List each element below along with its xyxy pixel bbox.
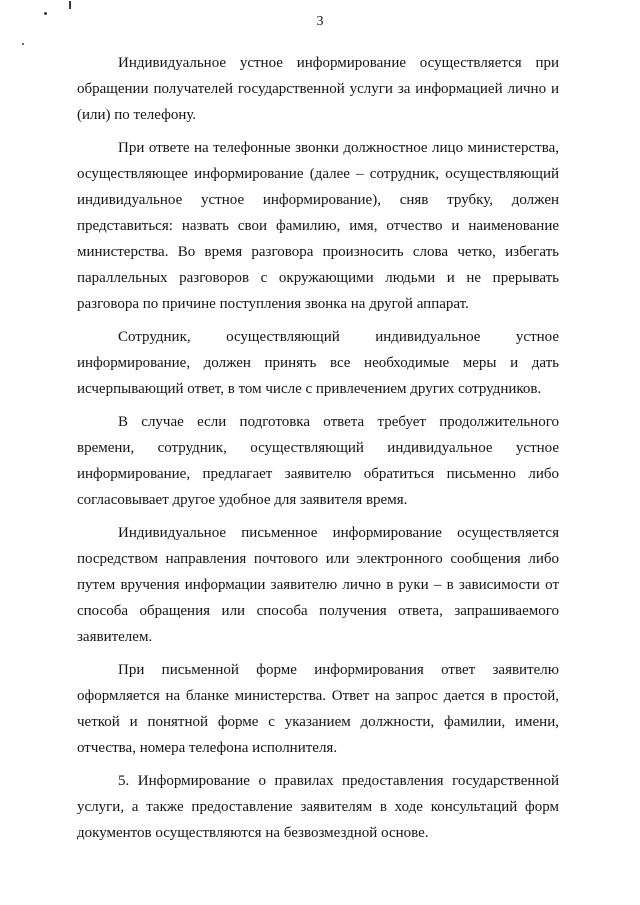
paragraph-written-form: При письменной форме информирования ответ заявителю оформляется на бланке министерства. Ответ на запрос дается в простой, четкой и понятной форме с указанием должности, фамилии, имени, отчества, номера телефона исполнителя. bbox=[77, 662, 559, 756]
paragraph-written-informing: Индивидуальное письменное информирование осуществляется посредством направления почтового или электронного сообщения либо путем вручения информации заявителю лично в руки – в зависимости от способа обращения или способа получения ответа, запрашиваемого заявителем. bbox=[77, 525, 559, 645]
page-number: 3 bbox=[316, 14, 324, 29]
scan-artifact-line bbox=[69, 1, 71, 9]
paragraph-oral-informing: Индивидуальное устное информирование осуществляется при обращении получателей государственной услуги за информацией лично и (или) по телефону. bbox=[77, 55, 559, 123]
paragraph-employee-measures: Сотрудник, осуществляющий индивидуальное устное информирование, должен принять все необходимые меры и дать исчерпывающий ответ, в том числе с привлечением других сотрудников. bbox=[77, 329, 559, 397]
paragraph-phone-calls: При ответе на телефонные звонки должностное лицо министерства, осуществляющее информирование (далее – сотрудник, осуществляющий индивидуальное устное информирование), сняв трубку, должен представиться: назвать свои фамилию, имя, отчество и наименование министерства. Во время разговора произносить слова четко, избегать параллельных разговоров с окружающими людьми и не прерывать разговора по причине поступления звонка на другой аппарат. bbox=[77, 140, 559, 312]
paragraph-extended-time: В случае если подготовка ответа требует продолжительного времени, сотрудник, осуществляющий индивидуальное устное информирование, предлагает заявителю обратиться письменно либо согласовывает другое удобное для заявителя время. bbox=[77, 414, 559, 508]
scan-artifact-dot bbox=[22, 43, 24, 45]
document-body bbox=[77, 50, 559, 853]
paragraph-free-of-charge: 5. Информирование о правилах предоставления государственной услуги, а также предоставление заявителям в ходе консультаций форм документов осуществляются на безвозмездной основе. bbox=[77, 773, 559, 841]
